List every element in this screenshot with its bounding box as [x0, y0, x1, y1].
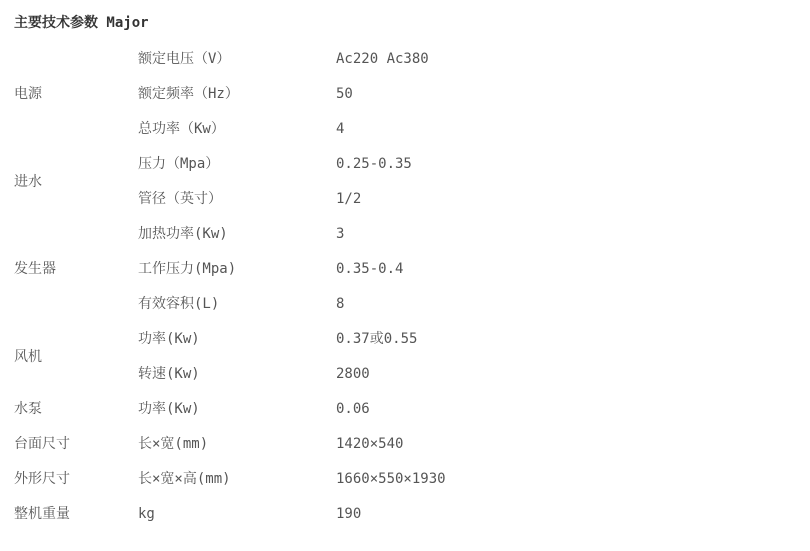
param-value: 0.06 [336, 401, 370, 417]
table-row [14, 147, 654, 182]
group-label: 发生器 [14, 261, 56, 277]
table-row [14, 497, 654, 532]
param-label: 长×宽(mm) [138, 436, 209, 452]
param-value: 0.25-0.35 [336, 156, 412, 172]
param-label: 压力（Mpa） [138, 156, 220, 172]
table-row [14, 42, 654, 77]
group-label: 电源 [14, 86, 42, 102]
param-value: 1/2 [336, 191, 362, 207]
param-label: kg [138, 506, 155, 522]
table-row [14, 462, 654, 497]
group-label: 风机 [14, 348, 42, 365]
param-value: 8 [336, 296, 345, 312]
group-label: 整机重量 [14, 506, 70, 522]
group-label: 台面尺寸 [14, 436, 70, 452]
table-row [14, 322, 654, 357]
group-label: 水泵 [14, 401, 42, 417]
param-label: 加热功率(Kw) [138, 226, 228, 242]
group-label: 外形尺寸 [14, 471, 70, 487]
group-label: 进水 [14, 173, 42, 190]
param-value: 1660×550×1930 [336, 471, 446, 487]
param-label: 总功率（Kw） [138, 121, 225, 137]
table-row [14, 217, 654, 252]
param-value: 190 [336, 506, 362, 522]
param-value: 0.37或0.55 [336, 331, 418, 347]
specs-table [14, 42, 654, 532]
param-label: 工作压力(Mpa) [138, 261, 237, 277]
param-label: 管径（英寸） [138, 191, 222, 207]
param-label: 长×宽×高(mm) [138, 471, 231, 487]
specs-table-body [14, 42, 654, 532]
page-title: 主要技术参数 Major [14, 15, 149, 31]
table-row [14, 427, 654, 462]
param-value: 4 [336, 121, 345, 137]
param-value: 2800 [336, 366, 370, 382]
param-value: 1420×540 [336, 436, 404, 452]
param-label: 功率(Kw) [138, 401, 200, 417]
param-label: 转速(Kw) [138, 366, 200, 382]
param-label: 有效容积(L) [138, 296, 220, 312]
param-label: 功率(Kw) [138, 331, 200, 347]
param-value: 50 [336, 86, 353, 102]
param-label: 额定电压（V） [138, 51, 231, 67]
param-value: 0.35-0.4 [336, 261, 404, 277]
table-row [14, 392, 654, 427]
param-label: 额定频率（Hz） [138, 86, 239, 102]
param-value: Ac220 Ac380 [336, 51, 429, 67]
param-value: 3 [336, 226, 345, 242]
